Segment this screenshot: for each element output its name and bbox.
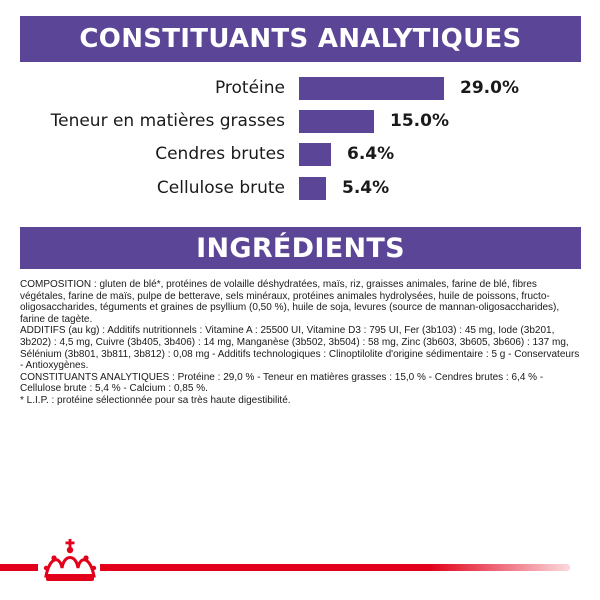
bar-value-label: 15.0% xyxy=(390,111,449,131)
bar xyxy=(299,143,331,166)
footer-red-line-left xyxy=(0,564,38,571)
bar-label: Cendres brutes xyxy=(155,144,285,164)
footer-red-line xyxy=(100,564,570,571)
bar-value-label: 5.4% xyxy=(342,178,390,198)
analytics-header-text: CONSTITUANTS ANALYTIQUES xyxy=(79,24,522,54)
ingredients-header xyxy=(20,227,581,269)
crown-icon xyxy=(40,536,100,586)
ingredients-header-text: INGRÉDIENTS xyxy=(196,232,405,264)
bar-label: Teneur en matières grasses xyxy=(50,111,285,131)
composition-paragraph: COMPOSITION : gluten de blé*, protéines de volaille déshydratées, maïs, riz, graisses animales, farine de blé, fibres végétales, farine de maïs, pulpe de betterave, sels minéraux, protéines animales hydrolysées, huile de poissons, fructo-oligosaccharides, téguments et graines de psyllium (0,50 %), huile de soja, levures (source de mannan-oligosaccharides), farine de tagète. xyxy=(20,279,560,325)
bar-value-label: 29.0% xyxy=(460,78,519,98)
footer xyxy=(0,536,600,586)
analytics-bar-chart xyxy=(0,0,600,230)
bar xyxy=(299,77,444,100)
bar-label: Cellulose brute xyxy=(156,178,285,198)
additifs-paragraph: ADDITIFS (au kg) : Additifs nutritionnels : Vitamine A : 25500 UI, Vitamine D3 : 795 UI, Fer (3b103) : 45 mg, Iode (3b201, 3b202) : 4,5 mg, Cuivre (3b405, 3b406) : 14 mg, Manganèse (3b502, 3b504) : 58 mg, Zinc (3b603, 3b605, 3b606) : 137 mg, Sélénium (3b801, 3b811, 3b812) : 0,08 mg - Additifs technologiques : Clinoptilolite d'origine sédimentaire : 5 g - Conservateurs - Antioxygènes. xyxy=(20,325,580,372)
footnote-paragraph: * L.I.P. : protéine sélectionnée pour sa très haute digestibilité. xyxy=(20,394,291,406)
constituants-paragraph: CONSTITUANTS ANALYTIQUES : Protéine : 29,0 % - Teneur en matières grasses : 15,0 % - Cendres brutes : 6,4 % - Cellulose brute : 5,4 % - Calcium : 0,85 %. xyxy=(20,371,544,395)
bar xyxy=(299,177,326,200)
ingredients-text-block xyxy=(20,279,580,407)
bar-label: Protéine xyxy=(214,78,285,98)
bar-value-label: 6.4% xyxy=(347,144,395,164)
bar xyxy=(299,110,374,133)
